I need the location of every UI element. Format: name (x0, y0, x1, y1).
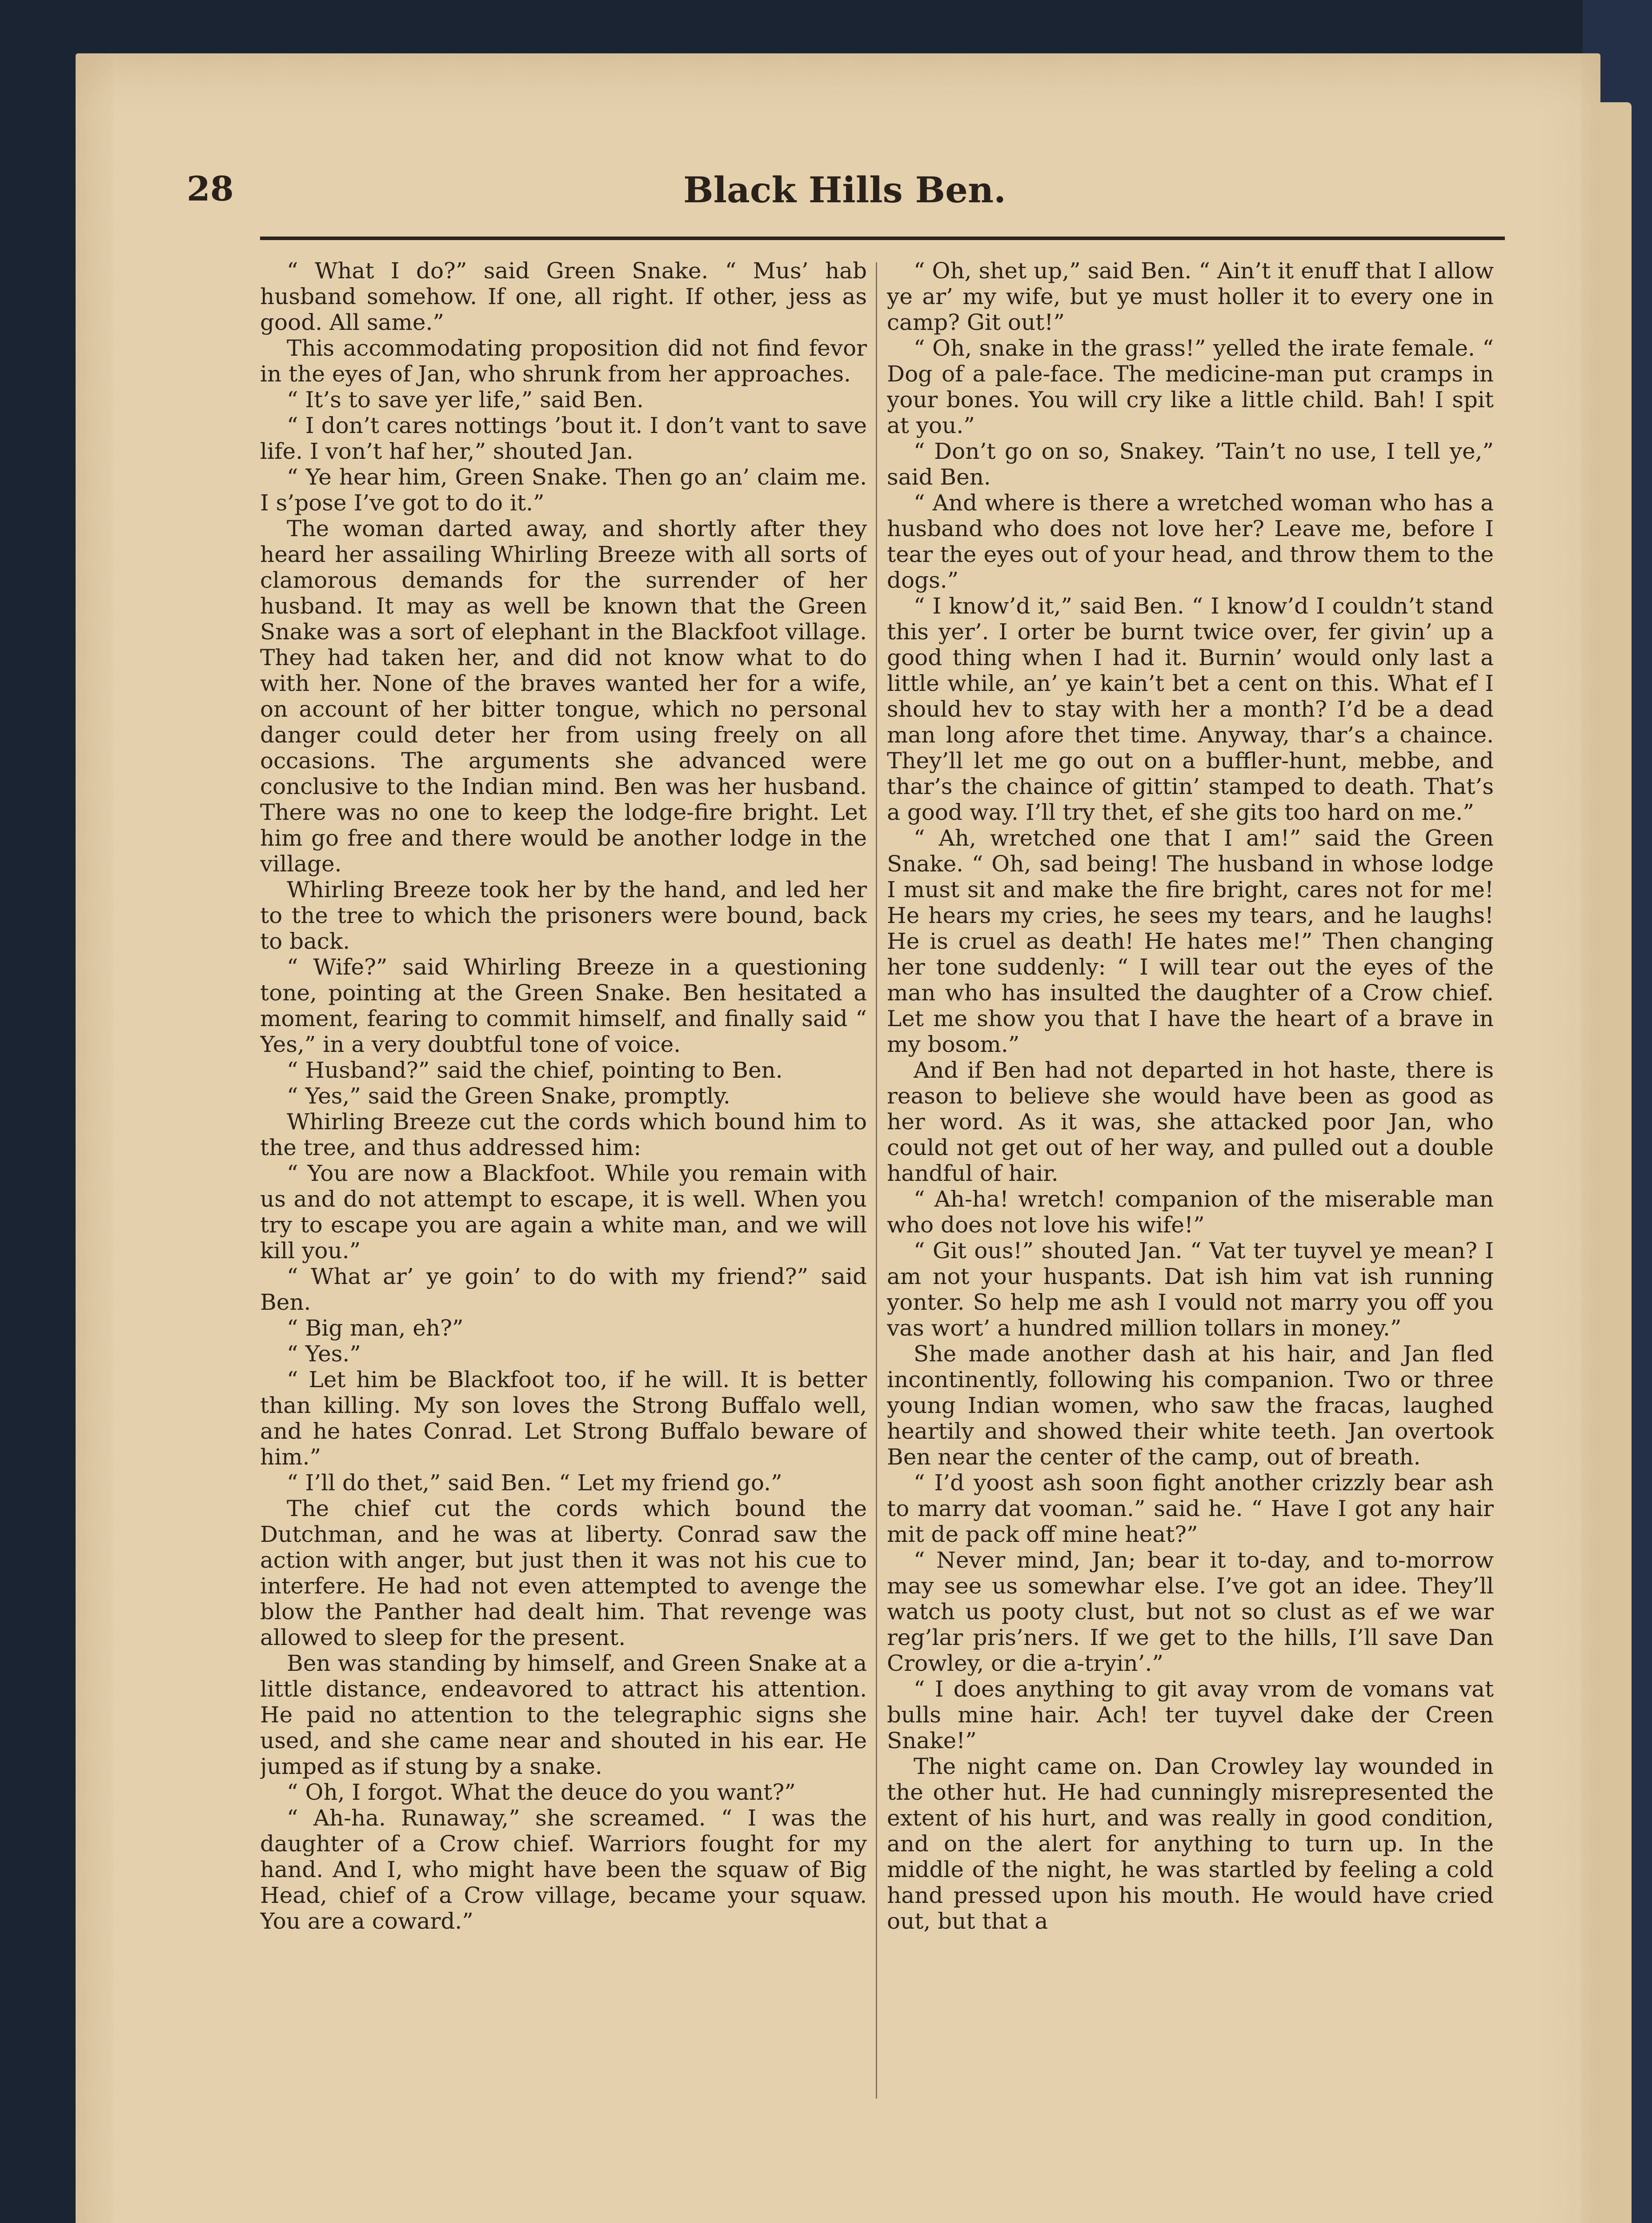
facing-page-edge (1600, 102, 1632, 2223)
paragraph: “ You are now a Blackfoot. While you remain with us and do not attempt to escape, it is well. When you try to escape you are again a white man, and we will kill you.” (260, 1160, 867, 1264)
paragraph: Ben was standing by himself, and Green Snake at a little distance, endeavored to attract his attention. He paid no attention to the telegraphic signs she used, and she came near and shouted in his ear. He jumped as if stung by a snake. (260, 1650, 867, 1779)
page-number: 28 (187, 169, 234, 209)
paragraph: “ And where is there a wretched woman who has a husband who does not love her? Leave me, before I tear the eyes out of your head, and throw them to the dogs.” (887, 490, 1494, 593)
paragraph: This accommodating proposition did not find fevor in the eyes of Jan, who shrunk from her approaches. (260, 335, 867, 387)
running-title: Black Hills Ben. (683, 169, 1006, 211)
paragraph: Whirling Breeze took her by the hand, and led her to the tree to which the prisoners were bound, back to back. (260, 877, 867, 954)
paragraph: “ Wife?” said Whirling Breeze in a questioning tone, pointing at the Green Snake. Ben hesitated a moment, fearing to commit himself, and finally said “ Yes,” in a very doubtful tone of voice. (260, 954, 867, 1057)
paragraph: And if Ben had not departed in hot haste, there is reason to believe she would have been as good as her word. As it was, she attacked poor Jan, who could not get out of her way, and pulled out a double handful of hair. (887, 1057, 1494, 1186)
paragraph: “ What ar’ ye goin’ to do with my friend?” said Ben. (260, 1264, 867, 1315)
paragraph: “ Ah-ha! wretch! companion of the miserable man who does not love his wife!” (887, 1186, 1494, 1238)
paragraph: The woman darted away, and shortly after they heard her assailing Whirling Breeze with all sorts of clamorous demands for the surrender of her husband. It may as well be known that the Green Snake was a sort of elephant in the Blackfoot village. They had taken her, and did not know what to do with her. None of the braves wanted her for a wife, on account of her bitter tongue, which no personal danger could deter her from using freely on all occasions. The arguments she advanced were conclusive to the Indian mind. Ben was her husband. There was no one to keep the lodge-fire bright. Let him go free and there would be another lodge in the village. (260, 516, 867, 877)
paragraph: “ I’ll do thet,” said Ben. “ Let my friend go.” (287, 1470, 782, 1496)
paragraph: “ Oh, shet up,” said Ben. “ Ain’t it enuff that I allow ye ar’ my wife, but ye must holler it to every one in camp? Git out!” (887, 258, 1494, 335)
paragraph: “ Oh, I forgot. What the deuce do you want?” (287, 1779, 796, 1805)
header-rule (260, 237, 1505, 240)
paragraph: “ I’d yoost ash soon fight another crizzly bear ash to marry dat vooman.” said he. “ Have I got any hair mit de pack off mine heat?” (887, 1470, 1494, 1547)
paragraph: “ I does anything to git avay vrom de vomans vat bulls mine hair. Ach! ter tuyvel dake der Creen Snake!” (887, 1676, 1494, 1754)
paragraph: The chief cut the cords which bound the Dutchman, and he was at liberty. Conrad saw the action with anger, but just then it was not his cue to interfere. He had not even attempted to avenge the blow the Panther had dealt him. That revenge was allowed to sleep for the present. (260, 1496, 867, 1650)
paragraph: Whirling Breeze cut the cords which bound him to the tree, and thus addressed him: (260, 1109, 867, 1160)
paragraph: “ Husband?” said the chief, pointing to Ben. (287, 1057, 783, 1083)
paragraph: “ I don’t cares nottings ’bout it. I don’t vant to save life. I von’t haf her,” shouted Jan. (260, 413, 867, 464)
paragraph: “ Ah-ha. Runaway,” she screamed. “ I was the daughter of a Crow chief. Warriors fought for my hand. And I, who might have been the squaw of Big Head, chief of a Crow village, became your squaw. You are a coward.” (260, 1805, 867, 1934)
paragraph: “ Let him be Blackfoot too, if he will. It is better than killing. My son loves the Strong Buffalo well, and he hates Conrad. Let Strong Buffalo beware of him.” (260, 1367, 867, 1470)
paragraph: “ Don’t go on so, Snakey. ’Tain’t no use, I tell ye,” said Ben. (887, 438, 1494, 490)
right-text-column (887, 258, 1494, 2107)
page-header (187, 169, 1503, 218)
left-text-column (260, 258, 867, 2107)
paragraph: “ Big man, eh?” (287, 1315, 464, 1341)
paragraph: “ Git ous!” shouted Jan. “ Vat ter tuyvel ye mean? I am not your huspants. Dat ish him vat ish running yonter. So help me ash I vould not marry you off you vas wort’ a hundred million tollars in money.” (887, 1238, 1494, 1341)
paragraph: “ Oh, snake in the grass!” yelled the irate female. “ Dog of a pale-face. The medicine-man put cramps in your bones. You will cry like a little child. Bah! I spit at you.” (887, 335, 1494, 438)
paragraph: “ Yes.” (287, 1341, 361, 1367)
paragraph: The night came on. Dan Crowley lay wounded in the other hut. He had cunningly misrepresented the extent of his hurt, and was really in good condition, and on the alert for anything to turn up. In the middle of the night, he was startled by feeling a cold hand pressed upon his mouth. He would have cried out, but that a (887, 1754, 1494, 1934)
paragraph: “ What I do?” said Green Snake. “ Mus’ hab husband somehow. If one, all right. If other, jess as good. All same.” (260, 258, 867, 335)
column-divider (876, 262, 877, 2099)
paragraph: “ Yes,” said the Green Snake, promptly. (287, 1083, 730, 1109)
paragraph: “ Ah, wretched one that I am!” said the Green Snake. “ Oh, sad being! The husband in whose lodge I must sit and make the fire bright, cares not for me! He hears my cries, he sees my tears, and he laughs! He is cruel as death! He hates me!” Then changing her tone suddenly: “ I will tear out the eyes of the man who has insulted the daughter of a Crow chief. Let me show you that I have the heart of a brave in my bosom.” (887, 825, 1494, 1057)
paragraph: “ Never mind, Jan; bear it to-day, and to-morrow may see us somewhar else. I’ve got an idee. They’ll watch us pooty clust, but not so clust as ef we war reg’lar pris’ners. If we get to the hills, I’ll save Dan Crowley, or die a-tryin’.” (887, 1547, 1494, 1676)
paragraph: “ I know’d it,” said Ben. “ I know’d I couldn’t stand this yer’. I orter be burnt twice over, fer givin’ up a good thing when I had it. Burnin’ would only last a little while, an’ ye kain’t bet a cent on this. What ef I should hev to stay with her a month? I’d be a dead man long afore thet time. Anyway, thar’s a chaince. They’ll let me go out on a buffler-hunt, mebbe, and thar’s the chaince of gittin’ stamped to death. That’s a good way. I’ll try thet, ef she gits too hard on me.” (887, 593, 1494, 825)
paragraph: “ It’s to save yer life,” said Ben. (287, 387, 644, 413)
paragraph: She made another dash at his hair, and Jan fled incontinently, following his companion. Two or three young Indian women, who saw the fracas, laughed heartily and showed their white teeth. Jan overtook Ben near the center of the camp, out of breath. (887, 1341, 1494, 1470)
paragraph: “ Ye hear him, Green Snake. Then go an’ claim me. I s’pose I’ve got to do it.” (260, 464, 867, 516)
